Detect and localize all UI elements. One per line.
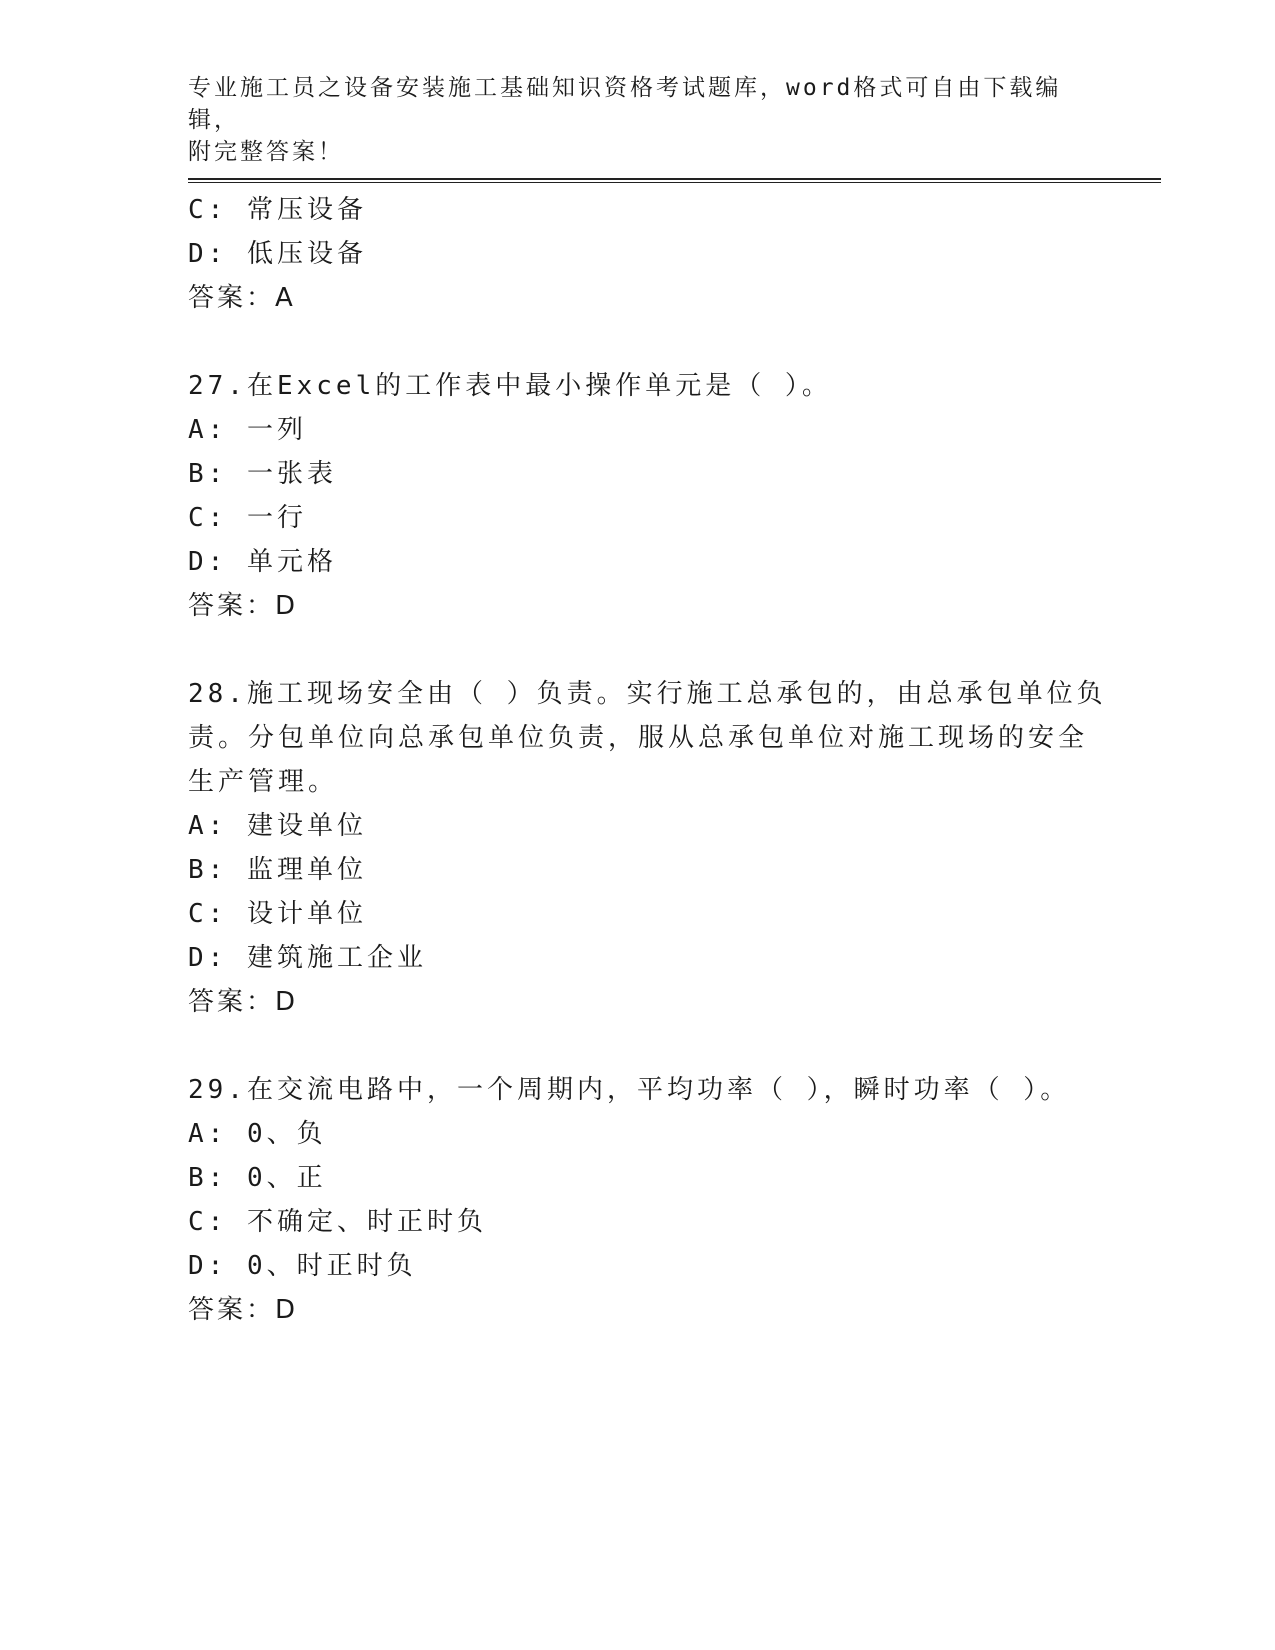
header-line-1: 专业施工员之设备安装施工基础知识资格考试题库，word格式可自由下载编辑， bbox=[188, 75, 1062, 133]
question-29-option-d: D: 0、时正时负 bbox=[188, 1251, 417, 1281]
header-divider bbox=[188, 178, 1161, 183]
prev-answer: 答案：A bbox=[188, 283, 296, 313]
question-27-option-d: D: 单元格 bbox=[188, 547, 337, 577]
question-29-option-c: C: 不确定、时正时负 bbox=[188, 1207, 487, 1237]
question-28-option-d: D: 建筑施工企业 bbox=[188, 943, 427, 973]
question-27-option-b: B: 一张表 bbox=[188, 459, 337, 489]
question-28-stem-line-2: 责。分包单位向总承包单位负责，服从总承包单位对施工现场的安全 bbox=[188, 723, 1089, 753]
question-27-stem: 27.在Excel的工作表中最小操作单元是（ ）。 bbox=[188, 371, 832, 401]
question-29-answer: 答案：D bbox=[188, 1295, 299, 1325]
question-28-answer: 答案：D bbox=[188, 987, 299, 1017]
question-27-option-a: A: 一列 bbox=[188, 415, 307, 445]
question-28-option-c: C: 设计单位 bbox=[188, 899, 367, 929]
document-header bbox=[188, 72, 1068, 168]
question-28-stem-line-3: 生产管理。 bbox=[188, 767, 339, 797]
question-28-stem-line-1: 28.施工现场安全由（ ）负责。实行施工总承包的，由总承包单位负 bbox=[188, 679, 1107, 709]
question-29-stem: 29.在交流电路中，一个周期内，平均功率（ ），瞬时功率（ ）。 bbox=[188, 1075, 1071, 1105]
prev-option-c: C: 常压设备 bbox=[188, 195, 367, 225]
question-29-option-a: A: 0、负 bbox=[188, 1119, 327, 1149]
question-29-option-b: B: 0、正 bbox=[188, 1163, 327, 1193]
question-28-option-b: B: 监理单位 bbox=[188, 855, 367, 885]
header-line-2: 附完整答案！ bbox=[188, 139, 344, 165]
prev-option-d: D: 低压设备 bbox=[188, 239, 367, 269]
question-27-answer: 答案：D bbox=[188, 591, 299, 621]
question-28-option-a: A: 建设单位 bbox=[188, 811, 367, 841]
question-27-option-c: C: 一行 bbox=[188, 503, 307, 533]
